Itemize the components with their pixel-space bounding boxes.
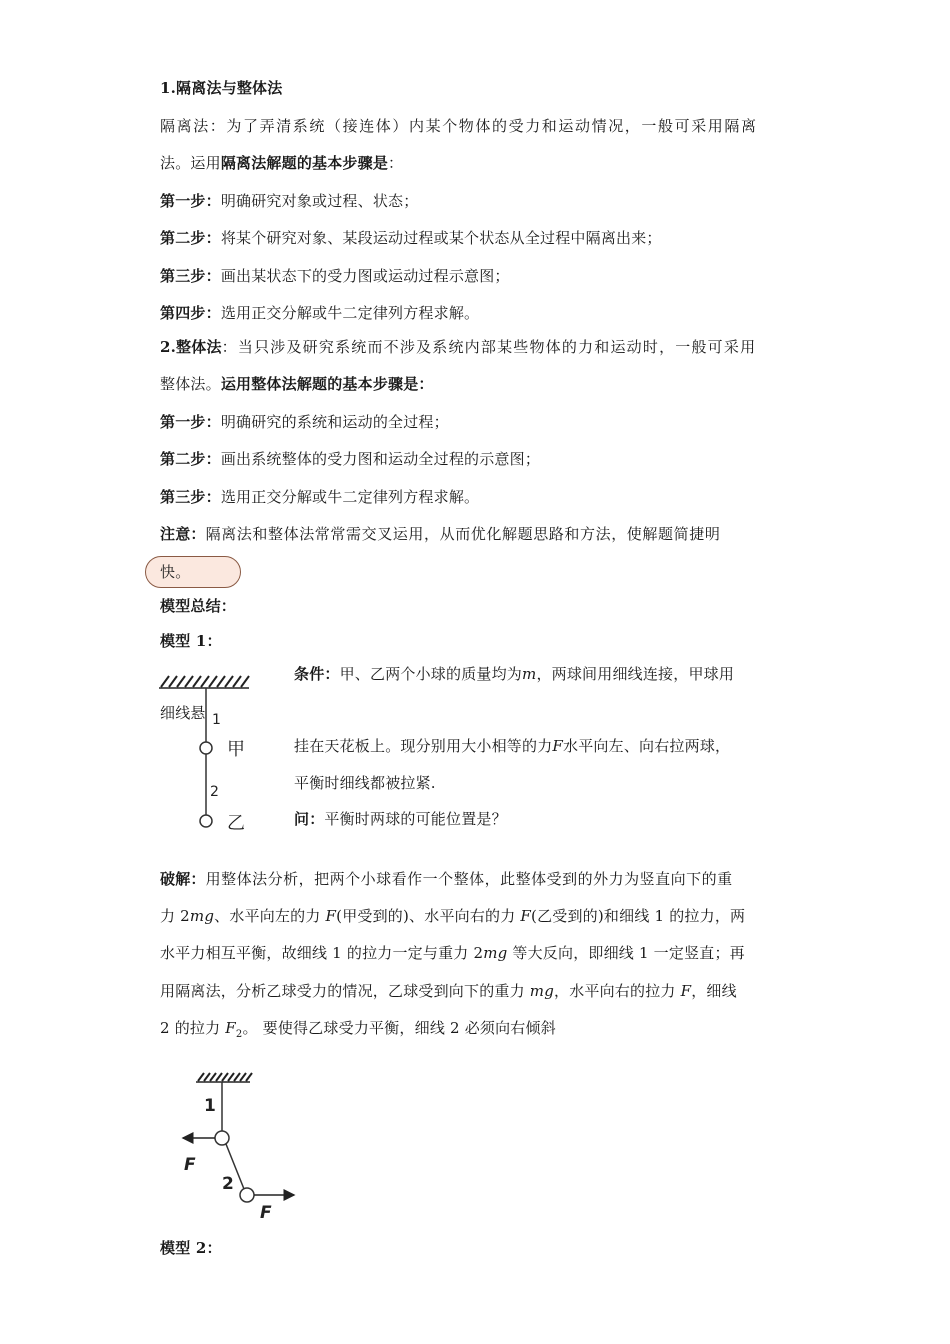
force-right-label: F [260, 1203, 272, 1223]
whole-step-1: 第一步：明确研究的系统和运动的全过程； [160, 413, 449, 431]
whole-definition-line1: 2.整体法：当只涉及研究系统而不涉及系统内部某些物体的力和运动时，一般可采用 [160, 338, 757, 356]
solution-figure [170, 1068, 310, 1228]
model1-condition-line3: 平衡时细线都被拉紧. [294, 774, 436, 792]
whole-step-3: 第三步：选用正交分解或牛二定律列方程求解。 [160, 488, 480, 506]
model1-figure [155, 668, 255, 838]
solution-line1: 破解：用整体法分析，把两个小球看作一个整体，此整体受到的外力为竖直向下的重 [160, 870, 733, 888]
solution-l2-segment: F [520, 907, 532, 925]
isolation-definition-line1: 隔离法：为了弄清系统（接连体）内某个物体的受力和运动情况，一般可采用隔离 [160, 117, 758, 135]
isolation-step-2: 第二步：将某个研究对象、某段运动过程或某个状态从全过程中隔离出来； [160, 229, 662, 247]
model1-question: 问：平衡时两球的可能位置是？ [294, 810, 507, 828]
solution-l3-segment: 水平力相互平衡，故细线 1 的拉力一定与重力 2 [160, 944, 484, 962]
ceiling-icon [196, 1073, 252, 1082]
solution-l3-segment: 等大反向，即细线 1 一定竖直；再 [507, 944, 745, 962]
section1-title: 1.隔离法与整体法 [160, 79, 283, 97]
solution-l2-segment: (甲受到的)、水平向右的力 [336, 907, 521, 925]
ball-a-icon [200, 742, 212, 754]
solution-line3 [160, 943, 790, 963]
isolation-step-1: 第一步：明确研究对象或过程、状态； [160, 192, 419, 210]
solution-l4-segment: ，细线 [691, 982, 737, 1000]
isolation-definition-line2: 法。运用隔离法解题的基本步骤是： [160, 154, 404, 172]
ceiling-icon [159, 676, 249, 688]
whole-step-2: 第二步：画出系统整体的受力图和运动全过程的示意图； [160, 450, 541, 468]
solution-l2-segment: mg [189, 907, 215, 925]
solution-line5: 2 的拉力 $F_2$。 要使得乙球受力平衡，细线 2 必须向右倾斜 [160, 1019, 556, 1040]
model1-condition-wrap: 细线悬 [160, 704, 206, 722]
model1-condition-line1: 条件：甲、乙两个小球的质量均为m，两球间用细线连接，甲球用 [294, 665, 735, 683]
whole-definition-line2: 整体法。运用整体法解题的基本步骤是： [160, 375, 434, 393]
solution-l4-segment: F [680, 982, 692, 1000]
isolation-step-4: 第四步：选用正交分解或牛二定律列方程求解。 [160, 304, 480, 322]
solution-l4-segment: 用隔离法，分析乙球受力的情况，乙球受到向下的重力 [160, 982, 530, 1000]
isolation-step-3: 第三步：画出某状态下的受力图或运动过程示意图； [160, 267, 510, 285]
solution-l3-segment: mg [483, 944, 508, 962]
model1-title: 模型 1： [160, 632, 222, 650]
ball-a-icon [215, 1131, 229, 1145]
solution-l2-segment: 、水平向左的力 [214, 907, 326, 925]
solution-l4-segment: ，水平向右的拉力 [554, 982, 681, 1000]
solution-l2-segment: F [325, 907, 337, 925]
ball-b-icon [240, 1188, 254, 1202]
solution-l4-segment: mg [529, 982, 555, 1000]
model-summary-title: 模型总结： [160, 597, 237, 615]
string-2-label: 2 [222, 1174, 234, 1194]
ball-a-label: 甲 [227, 739, 245, 760]
note-line1: 注意：隔离法和整体法常常需交叉运用，从而优化解题思路和方法，使解题简捷明 [160, 525, 721, 543]
force-left-label: F [184, 1155, 196, 1175]
note-line2: 快。 [160, 563, 191, 581]
ball-b-label: 乙 [227, 813, 245, 834]
string-1-label: 1 [204, 1096, 216, 1116]
model1-condition-line2: 挂在天花板上。现分别用大小相等的力F水平向左、向右拉两球， [294, 737, 731, 755]
solution-l2-segment: (乙受到的)和细线 1 的拉力，两 [531, 907, 746, 925]
string-2-label: 2 [210, 784, 219, 800]
solution-line2 [160, 906, 790, 926]
model2-title: 模型 2： [160, 1239, 222, 1257]
ball-b-icon [200, 815, 212, 827]
solution-line4 [160, 981, 790, 1001]
string-1-label: 1 [212, 712, 221, 728]
solution-l2-segment: 力 2 [160, 907, 190, 925]
